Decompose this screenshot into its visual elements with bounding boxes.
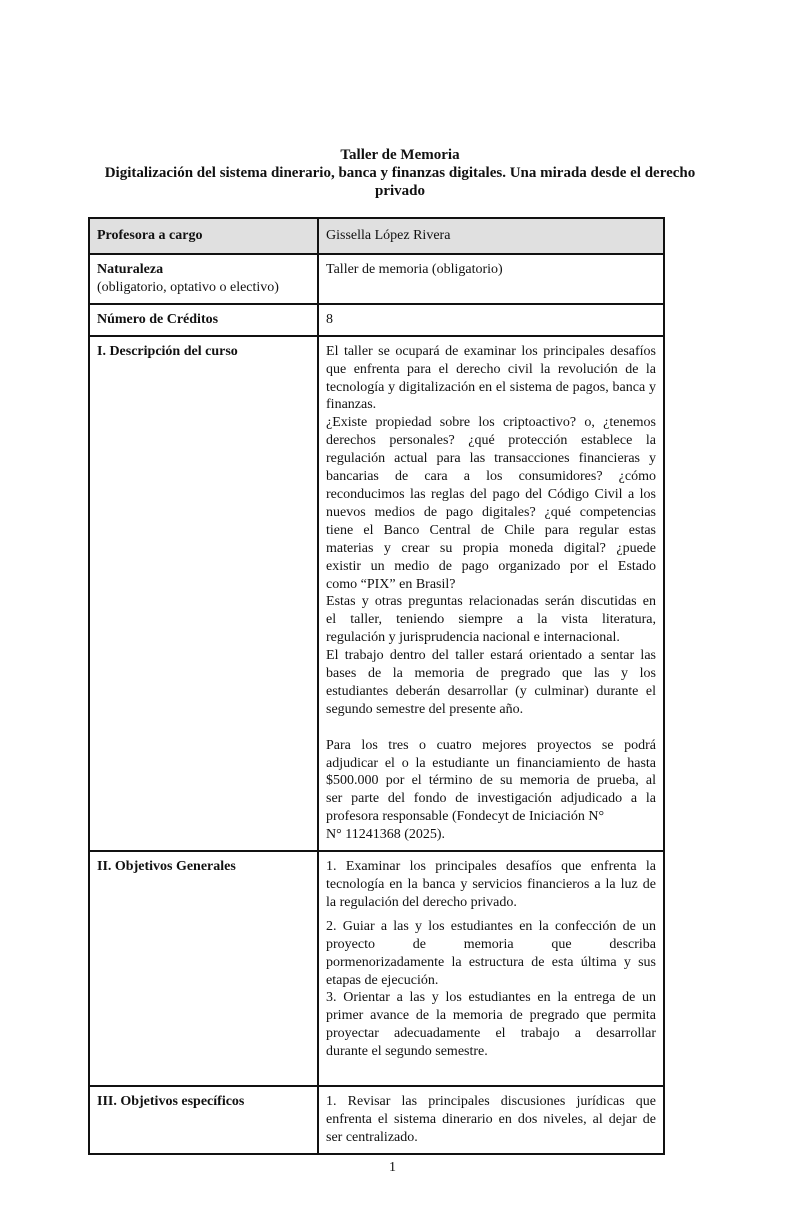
text-line: que enfrenta para el derecho civil la revolución de la bbox=[326, 361, 656, 377]
objetivos-generales-text bbox=[318, 851, 664, 1086]
course-table bbox=[88, 217, 665, 1155]
text-line: materias y crear su propia moneda digital? ¿puede bbox=[326, 540, 656, 556]
text-line bbox=[326, 719, 656, 737]
text-line: ¿Existe propiedad sobre los criptoactivo? o, ¿tenemos bbox=[326, 415, 656, 431]
text-line: proyecto de memoria que describa bbox=[326, 936, 656, 952]
text-line: bases de la memoria de pregrado que las y los bbox=[326, 666, 656, 682]
row-objetivos-generales bbox=[89, 851, 664, 1086]
text-line: existir un medio de pago organizado por el Estado bbox=[326, 558, 656, 574]
text-line: 2. Guiar a las y los estudiantes en la confección de un bbox=[326, 918, 656, 934]
page-number: 1 bbox=[389, 1159, 396, 1175]
text-line: El taller se ocupará de examinar los principales desafíos bbox=[326, 343, 656, 359]
creditos-label: Número de Créditos bbox=[89, 304, 318, 336]
text-line: como “PIX” en Brasil? bbox=[326, 576, 456, 592]
profesora-label: Profesora a cargo bbox=[89, 218, 318, 254]
subtitle-line-1: Digitalización del sistema dinerario, banca y finanzas digitales. Una mirada desde el derecho bbox=[104, 165, 696, 181]
text-line: reconducimos las reglas del pago del Código Civil a los bbox=[326, 486, 656, 502]
text-line: $500.000 por el término de su memoria de prueba, al bbox=[326, 773, 656, 789]
title: Taller de Memoria bbox=[340, 147, 460, 163]
naturaleza-sublabel: (obligatorio, optativo o electivo) bbox=[97, 279, 279, 295]
text-line: pormenorizadamente la estructura de esta última y sus bbox=[326, 954, 656, 970]
text-line: 1. Examinar los principales desafíos que enfrenta la bbox=[326, 859, 656, 875]
text-line: proyectar adecuadamente el trabajo a desarrollar bbox=[326, 1026, 656, 1042]
text-line: tiene el Banco Central de Chile para regular estas bbox=[326, 522, 656, 538]
objetivos-generales-label: II. Objetivos Generales bbox=[89, 851, 318, 1086]
text-line: regulación y jurisprudencia nacional e internacional. bbox=[326, 630, 620, 646]
text-line: tecnología en la banca y servicios financieros a la luz de bbox=[326, 876, 656, 892]
text-line: Para los tres o cuatro mejores proyectos se podrá bbox=[326, 737, 656, 753]
profesora-value: Gissella López Rivera bbox=[318, 218, 664, 254]
descripcion-text bbox=[318, 336, 664, 851]
row-profesora bbox=[89, 218, 664, 254]
creditos-value: 8 bbox=[318, 304, 664, 336]
text-line: 3. Orientar a las y los estudiantes en la entrega de un bbox=[326, 990, 656, 1006]
text-line: segundo semestre del presente año. bbox=[326, 701, 524, 717]
text-line: finanzas. bbox=[326, 397, 377, 413]
text-line: tecnología y digitalización en el sistema de pagos, banca y bbox=[326, 379, 656, 395]
document-title bbox=[0, 0, 800, 200]
descripcion-label: I. Descripción del curso bbox=[89, 336, 318, 851]
text-line bbox=[326, 1061, 656, 1079]
text-line: N° 11241368 (2025). bbox=[326, 827, 446, 843]
row-descripcion bbox=[89, 336, 664, 851]
text-line: estudiantes deberán desarrollar (y culminar) durante el bbox=[326, 683, 656, 699]
text-line: derechos personales? ¿qué protección establece la bbox=[326, 433, 656, 449]
objetivos-especificos-label: III. Objetivos específicos bbox=[89, 1086, 318, 1154]
text-line: El trabajo dentro del taller estará orientado a sentar las bbox=[326, 648, 656, 664]
text-line: bancarias de cara a los consumidores? ¿cómo bbox=[326, 469, 656, 485]
objetivos-especificos-text bbox=[318, 1086, 664, 1154]
text-line: la regulación del derecho privado. bbox=[326, 894, 517, 910]
subtitle-line-2: privado bbox=[374, 183, 425, 199]
text-line: enfrenta el sistema dinerario en dos niveles, al dejar de bbox=[326, 1111, 656, 1127]
text-line: durante el segundo semestre. bbox=[326, 1044, 488, 1060]
row-naturaleza bbox=[89, 254, 664, 304]
row-objetivos-especificos bbox=[89, 1086, 664, 1154]
text-line: ser parte del fondo de investigación adjudicado a la bbox=[326, 791, 656, 807]
text-line: 1. Revisar las principales discusiones jurídicas que bbox=[326, 1093, 656, 1109]
text-line: el taller, teniendo siempre a la vista literatura, bbox=[326, 612, 656, 628]
naturaleza-cell bbox=[89, 254, 318, 304]
text-line: nuevos medios de pago digitales? ¿qué competencias bbox=[326, 504, 656, 520]
text-line: etapas de ejecución. bbox=[326, 972, 439, 988]
text-line: profesora responsable (Fondecyt de Iniciación N° bbox=[326, 809, 605, 825]
text-line: adjudicar el o la estudiante un financiamiento de hasta bbox=[326, 755, 656, 771]
naturaleza-label: Naturaleza bbox=[97, 262, 164, 277]
naturaleza-value: Taller de memoria (obligatorio) bbox=[318, 254, 664, 304]
text-line: primer avance de la memoria de pregrado que permita bbox=[326, 1008, 656, 1024]
text-line: Estas y otras preguntas relacionadas serán discutidas en bbox=[326, 594, 656, 610]
text-line: regulación actual para las transacciones financieras y bbox=[326, 451, 656, 467]
text-line: ser centralizado. bbox=[326, 1129, 418, 1145]
row-creditos bbox=[89, 304, 664, 336]
